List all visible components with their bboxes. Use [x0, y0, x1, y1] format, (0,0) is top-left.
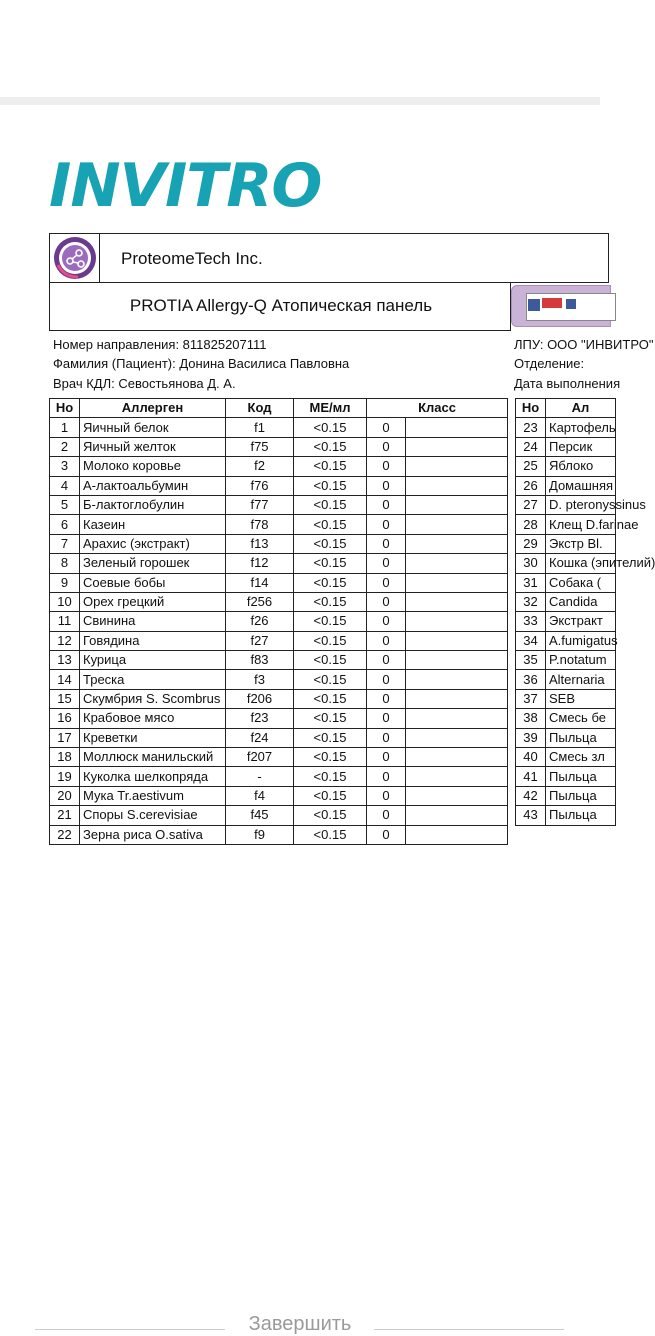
- allergen-class: 0: [367, 495, 406, 514]
- allergen-name: Б-лактоглобулин: [80, 495, 226, 514]
- department-info: Отделение:: [514, 356, 585, 371]
- allergen-name: Домашняя: [546, 476, 616, 495]
- allergen-value: <0.15: [294, 689, 367, 708]
- row-number: 33: [516, 612, 546, 631]
- allergen-code: f207: [226, 748, 294, 767]
- row-number: 24: [516, 437, 546, 456]
- table-row: [50, 418, 508, 437]
- table-row: [516, 534, 616, 553]
- allergen-value: <0.15: [294, 554, 367, 573]
- referral-number: Номер направления: 811825207111: [53, 337, 267, 352]
- lpu-info: ЛПУ: ООО "ИНВИТРО": [514, 337, 654, 352]
- allergen-name: Alternaria: [546, 670, 616, 689]
- allergen-class: 0: [367, 592, 406, 611]
- allergen-name: Свинина: [80, 612, 226, 631]
- row-number: 32: [516, 592, 546, 611]
- table-row: [516, 515, 616, 534]
- table-row: [516, 457, 616, 476]
- strip-marker: [542, 298, 562, 308]
- allergen-code: f77: [226, 495, 294, 514]
- table-row: [50, 437, 508, 456]
- patient-name: Фамилия (Пациент): Донина Василиса Павловна: [53, 356, 350, 371]
- table-row: [50, 534, 508, 553]
- table-header-row: [516, 399, 616, 418]
- table-row: [516, 612, 616, 631]
- top-divider-band: [0, 97, 600, 105]
- row-number: 37: [516, 689, 546, 708]
- allergen-code: f1: [226, 418, 294, 437]
- row-number: 8: [50, 554, 80, 573]
- table-row: [516, 806, 616, 825]
- allergen-value: <0.15: [294, 476, 367, 495]
- allergen-name: Говядина: [80, 631, 226, 650]
- strip-marker: [566, 299, 576, 309]
- table-row: [516, 437, 616, 456]
- table-row: [516, 573, 616, 592]
- allergen-name: Молоко коровье: [80, 457, 226, 476]
- class-bar: [406, 554, 508, 573]
- row-number: 5: [50, 495, 80, 514]
- proteometech-logo-icon: [50, 234, 100, 282]
- table-row: [50, 554, 508, 573]
- allergen-value: <0.15: [294, 437, 367, 456]
- allergen-code: f76: [226, 476, 294, 495]
- header-num: Но: [516, 399, 546, 418]
- allergen-name: Персик: [546, 437, 616, 456]
- allergen-name: Яичный желток: [80, 437, 226, 456]
- class-bar: [406, 612, 508, 631]
- class-bar: [406, 806, 508, 825]
- row-number: 10: [50, 592, 80, 611]
- table-row: [50, 806, 508, 825]
- allergen-class: 0: [367, 806, 406, 825]
- allergen-code: f4: [226, 786, 294, 805]
- row-number: 19: [50, 767, 80, 786]
- allergen-class: 0: [367, 534, 406, 553]
- allergen-name: Смесь зл: [546, 748, 616, 767]
- row-number: 20: [50, 786, 80, 805]
- allergen-name: Собака (: [546, 573, 616, 592]
- class-bar: [406, 495, 508, 514]
- allergen-class: 0: [367, 631, 406, 650]
- row-number: 30: [516, 554, 546, 573]
- table-row: [50, 748, 508, 767]
- allergen-name: Зерна риса O.sativa: [80, 825, 226, 844]
- table-row: [50, 670, 508, 689]
- allergen-name: Креветки: [80, 728, 226, 747]
- table-row: [516, 689, 616, 708]
- row-number: 31: [516, 573, 546, 592]
- allergen-class: 0: [367, 709, 406, 728]
- class-bar: [406, 748, 508, 767]
- allergen-name: Казеин: [80, 515, 226, 534]
- allergen-value: <0.15: [294, 592, 367, 611]
- class-bar: [406, 476, 508, 495]
- table-row: [50, 651, 508, 670]
- allergen-class: 0: [367, 476, 406, 495]
- footer-divider: [374, 1329, 564, 1330]
- row-number: 39: [516, 728, 546, 747]
- table-row: [516, 495, 616, 514]
- row-number: 9: [50, 573, 80, 592]
- allergen-class: 0: [367, 825, 406, 844]
- allergen-name: Зеленый горошек: [80, 554, 226, 573]
- allergen-name: Candida: [546, 592, 616, 611]
- allergen-code: f26: [226, 612, 294, 631]
- allergen-code: -: [226, 767, 294, 786]
- invitro-logo: INVITRO: [49, 151, 322, 221]
- allergen-code: f2: [226, 457, 294, 476]
- table-row: [516, 786, 616, 805]
- row-number: 1: [50, 418, 80, 437]
- allergen-code: f24: [226, 728, 294, 747]
- header-allergen: Ал: [546, 399, 616, 418]
- allergen-code: f9: [226, 825, 294, 844]
- allergen-name: Куколка шелкопряда: [80, 767, 226, 786]
- allergen-name: P.notatum: [546, 651, 616, 670]
- class-bar: [406, 573, 508, 592]
- allergen-table-left: [49, 398, 508, 845]
- table-row: [50, 631, 508, 650]
- footer-divider: [35, 1329, 225, 1330]
- row-number: 25: [516, 457, 546, 476]
- panel-title: PROTIA Allergy-Q Атопическая панель: [129, 296, 433, 315]
- allergen-name: Пыльца: [546, 786, 616, 805]
- row-number: 29: [516, 534, 546, 553]
- class-bar: [406, 515, 508, 534]
- row-number: 42: [516, 786, 546, 805]
- row-number: 22: [50, 825, 80, 844]
- allergen-class: 0: [367, 457, 406, 476]
- class-bar: [406, 651, 508, 670]
- allergen-code: f256: [226, 592, 294, 611]
- table-row: [516, 631, 616, 650]
- table-row: [516, 418, 616, 437]
- allergen-class: 0: [367, 689, 406, 708]
- allergen-code: f13: [226, 534, 294, 553]
- allergen-value: <0.15: [294, 651, 367, 670]
- allergen-name: Пыльца: [546, 728, 616, 747]
- allergen-class: 0: [367, 437, 406, 456]
- class-bar: [406, 825, 508, 844]
- allergen-name: Картофель: [546, 418, 616, 437]
- allergen-name: Пыльца: [546, 767, 616, 786]
- table-row: [50, 515, 508, 534]
- allergen-name: Экстракт: [546, 612, 616, 631]
- allergen-value: <0.15: [294, 612, 367, 631]
- allergen-code: f3: [226, 670, 294, 689]
- header-class: Класс: [367, 399, 508, 418]
- row-number: 26: [516, 476, 546, 495]
- class-bar: [406, 767, 508, 786]
- row-number: 7: [50, 534, 80, 553]
- row-number: 14: [50, 670, 80, 689]
- table-row: [516, 767, 616, 786]
- strip-marker: [528, 299, 540, 311]
- allergen-code: f75: [226, 437, 294, 456]
- allergen-code: f78: [226, 515, 294, 534]
- test-strip-image: [511, 285, 611, 327]
- row-number: 6: [50, 515, 80, 534]
- row-number: 23: [516, 418, 546, 437]
- table-row: [516, 670, 616, 689]
- class-bar: [406, 592, 508, 611]
- row-number: 11: [50, 612, 80, 631]
- row-number: 27: [516, 495, 546, 514]
- allergen-class: 0: [367, 786, 406, 805]
- allergen-value: <0.15: [294, 825, 367, 844]
- header-unit: МЕ/мл: [294, 399, 367, 418]
- finish-button[interactable]: Завершить: [200, 1313, 400, 1336]
- row-number: 15: [50, 689, 80, 708]
- allergen-value: <0.15: [294, 748, 367, 767]
- allergen-value: <0.15: [294, 418, 367, 437]
- table-row: [50, 476, 508, 495]
- row-number: 2: [50, 437, 80, 456]
- class-bar: [406, 418, 508, 437]
- allergen-name: Треска: [80, 670, 226, 689]
- allergen-value: <0.15: [294, 709, 367, 728]
- allergen-name: Экстр Bl.: [546, 534, 616, 553]
- allergen-class: 0: [367, 651, 406, 670]
- table-row: [50, 592, 508, 611]
- allergen-class: 0: [367, 612, 406, 631]
- allergen-value: <0.15: [294, 457, 367, 476]
- allergen-class: 0: [367, 573, 406, 592]
- row-number: 13: [50, 651, 80, 670]
- row-number: 17: [50, 728, 80, 747]
- allergen-class: 0: [367, 767, 406, 786]
- row-number: 3: [50, 457, 80, 476]
- allergen-name: Моллюск манильский: [80, 748, 226, 767]
- table-row: [50, 709, 508, 728]
- row-number: 34: [516, 631, 546, 650]
- row-number: 43: [516, 806, 546, 825]
- allergen-class: 0: [367, 554, 406, 573]
- header-code: Код: [226, 399, 294, 418]
- table-row: [516, 476, 616, 495]
- company-header: [49, 233, 609, 283]
- row-number: 16: [50, 709, 80, 728]
- allergen-value: <0.15: [294, 534, 367, 553]
- class-bar: [406, 457, 508, 476]
- allergen-code: f83: [226, 651, 294, 670]
- row-number: 35: [516, 651, 546, 670]
- allergen-name: Клещ D.farinae: [546, 515, 616, 534]
- panel-title-box: [49, 282, 511, 331]
- allergen-code: f12: [226, 554, 294, 573]
- allergen-name: Орех грецкий: [80, 592, 226, 611]
- table-row: [516, 651, 616, 670]
- class-bar: [406, 534, 508, 553]
- doctor-name: Врач КДЛ: Севостьянова Д. А.: [53, 376, 236, 391]
- allergen-name: Кошка (эпителий): [546, 554, 616, 573]
- table-row: [50, 786, 508, 805]
- row-number: 28: [516, 515, 546, 534]
- allergen-name: Яблоко: [546, 457, 616, 476]
- row-number: 4: [50, 476, 80, 495]
- allergen-code: f14: [226, 573, 294, 592]
- allergen-value: <0.15: [294, 515, 367, 534]
- class-bar: [406, 709, 508, 728]
- allergen-name: Яичный белок: [80, 418, 226, 437]
- allergen-class: 0: [367, 728, 406, 747]
- class-bar: [406, 437, 508, 456]
- class-bar: [406, 670, 508, 689]
- row-number: 12: [50, 631, 80, 650]
- allergen-value: <0.15: [294, 806, 367, 825]
- table-row: [50, 573, 508, 592]
- header-allergen: Аллерген: [80, 399, 226, 418]
- allergen-class: 0: [367, 418, 406, 437]
- allergen-value: <0.15: [294, 767, 367, 786]
- allergen-value: <0.15: [294, 631, 367, 650]
- allergen-name: Арахис (экстракт): [80, 534, 226, 553]
- header-num: Но: [50, 399, 80, 418]
- allergen-name: А-лактоальбумин: [80, 476, 226, 495]
- table-row: [516, 728, 616, 747]
- row-number: 18: [50, 748, 80, 767]
- row-number: 40: [516, 748, 546, 767]
- allergen-class: 0: [367, 515, 406, 534]
- allergen-name: D. pteronyssinus: [546, 495, 616, 514]
- allergen-code: f23: [226, 709, 294, 728]
- table-row: [50, 457, 508, 476]
- allergen-name: Смесь бе: [546, 709, 616, 728]
- allergen-name: SEB: [546, 689, 616, 708]
- allergen-value: <0.15: [294, 670, 367, 689]
- date-info: Дата выполнения: [514, 376, 621, 391]
- allergen-code: f206: [226, 689, 294, 708]
- table-row: [516, 592, 616, 611]
- allergen-name: A.fumigatus: [546, 631, 616, 650]
- table-row: [50, 728, 508, 747]
- allergen-name: Скумбрия S. Scombrus: [80, 689, 226, 708]
- allergen-code: f45: [226, 806, 294, 825]
- table-row: [50, 689, 508, 708]
- table-row: [50, 612, 508, 631]
- class-bar: [406, 786, 508, 805]
- table-row: [50, 767, 508, 786]
- allergen-value: <0.15: [294, 573, 367, 592]
- row-number: 41: [516, 767, 546, 786]
- row-number: 21: [50, 806, 80, 825]
- class-bar: [406, 631, 508, 650]
- class-bar: [406, 728, 508, 747]
- allergen-value: <0.15: [294, 786, 367, 805]
- allergen-name: Споры S.cerevisiae: [80, 806, 226, 825]
- table-row: [516, 748, 616, 767]
- allergen-name: Крабовое мясо: [80, 709, 226, 728]
- allergen-value: <0.15: [294, 495, 367, 514]
- table-row: [516, 709, 616, 728]
- allergen-value: <0.15: [294, 728, 367, 747]
- table-row: [50, 825, 508, 844]
- allergen-code: f27: [226, 631, 294, 650]
- allergen-class: 0: [367, 748, 406, 767]
- table-row: [50, 495, 508, 514]
- table-header-row: [50, 399, 508, 418]
- allergen-name: Курица: [80, 651, 226, 670]
- row-number: 38: [516, 709, 546, 728]
- table-row: [516, 554, 616, 573]
- allergen-name: Пыльца: [546, 806, 616, 825]
- allergen-class: 0: [367, 670, 406, 689]
- allergen-name: Соевые бобы: [80, 573, 226, 592]
- company-name: ProteomeTech Inc.: [121, 249, 263, 268]
- allergen-table-right: [515, 398, 655, 826]
- allergen-name: Мука Tr.aestivum: [80, 786, 226, 805]
- row-number: 36: [516, 670, 546, 689]
- class-bar: [406, 689, 508, 708]
